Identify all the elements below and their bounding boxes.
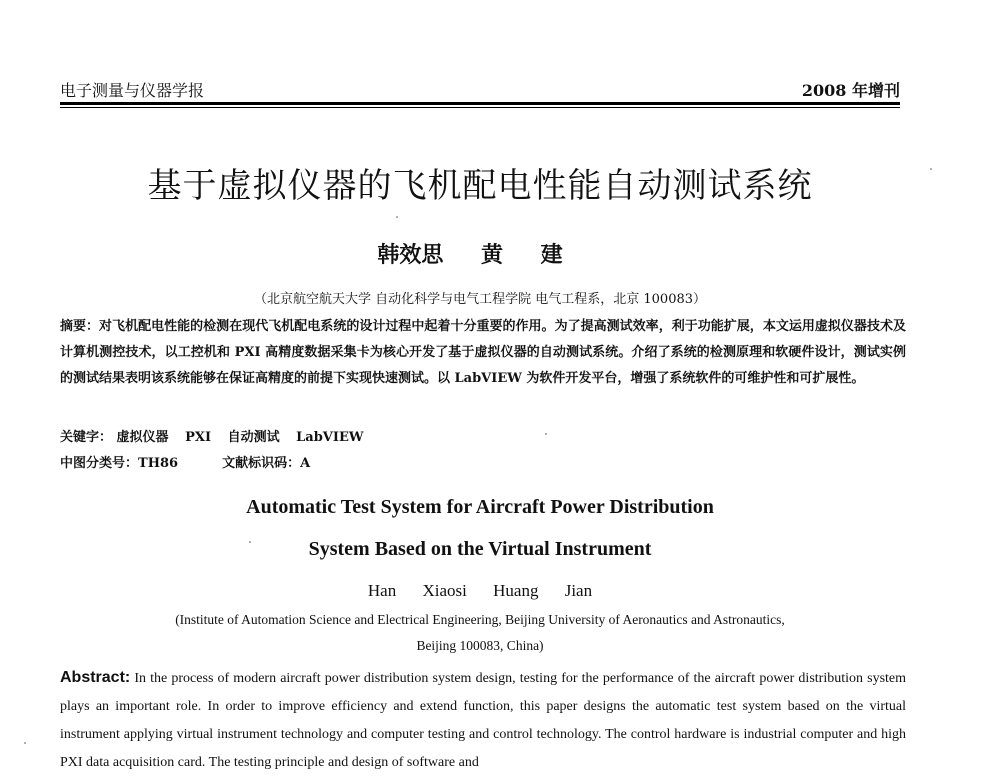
abstract-en (60, 664, 906, 777)
affiliation-en-line2: Beijing 100083, China) (416, 638, 544, 653)
classification-line (60, 452, 310, 471)
abstract-en-text: In the process of modern aircraft power distribution system design, testing for the performance of the aircraft power distribution system plays an important role. In order to improve efficiency and extend function, this paper designs the automatic test system based on the virtual instrument applying virtual instrument technology and computer testing and control technology. The control hardware is industrial computer and high PXI data acquisition card. The testing principle and design of software and (60, 671, 907, 770)
clc-value: TH86 (138, 456, 179, 471)
affiliation-en-line1: (Institute of Automation Science and Electrical Engineering, Beijing University of Aeronautics and Astronautics, (175, 612, 785, 627)
issue-label: 2008 年增刊 (801, 81, 900, 100)
header-rule-thin (60, 107, 900, 108)
keywords-cn (60, 426, 375, 445)
scan-speck (24, 742, 26, 744)
paper-title-cn: 基于虚拟仪器的飞机配电性能自动测试系统 (147, 166, 813, 206)
author-cn-1: 韩效思 (377, 242, 444, 268)
authors-cn (0, 238, 940, 269)
keyword-item: 自动测试 (227, 430, 280, 445)
scan-speck (396, 216, 398, 218)
authors-en (0, 581, 960, 601)
abstract-cn-label: 摘要： (60, 319, 100, 334)
doc-code-label: 文献标识码： (222, 456, 301, 471)
clc-label: 中图分类号： (60, 456, 139, 471)
keyword-item: LabVIEW (296, 430, 364, 445)
author-cn-2: 黄 建 (481, 242, 563, 268)
affiliation-cn: （北京航空航天大学 自动化科学与电气工程学院 电气工程系，北京 100083） (253, 292, 707, 307)
doc-code-value: A (300, 456, 311, 471)
paper-title-en-line1: Automatic Test System for Aircraft Power Distribution (246, 496, 714, 518)
scan-speck (930, 168, 932, 170)
scan-speck (545, 433, 547, 435)
keyword-item: 虚拟仪器 (116, 430, 169, 445)
author-en-2: Huang Jian (493, 581, 593, 600)
scan-speck (249, 541, 251, 543)
keywords-label: 关键字： (60, 430, 113, 445)
paper-title-en-line2: System Based on the Virtual Instrument (308, 538, 652, 560)
author-en-1: Han Xiaosi (367, 581, 467, 600)
header-rule-thick (60, 102, 900, 105)
abstract-cn (60, 314, 906, 392)
keyword-item: PXI (185, 430, 212, 445)
abstract-cn-text: 对飞机配电性能的检测在现代飞机配电系统的设计过程中起着十分重要的作用。为了提高测试效率，利于功能扩展，本文运用虚拟仪器技术及计算机测控技术，以工控机和 PXI 高精度数据采集卡为核心开发了基于虚拟仪器的自动测试系统。介绍了系统的检测原理和软硬件设计，测试实例的测试结果表明该系统能够在保证高精度的前提下实现快速测试。以 LabVIEW 为软件开发平台，增强了系统软件的可维护性和可扩展性。 (60, 319, 906, 386)
journal-name: 电子测量与仪器学报 (60, 81, 205, 100)
abstract-en-label: Abstract: (60, 669, 131, 686)
running-header (60, 78, 900, 102)
